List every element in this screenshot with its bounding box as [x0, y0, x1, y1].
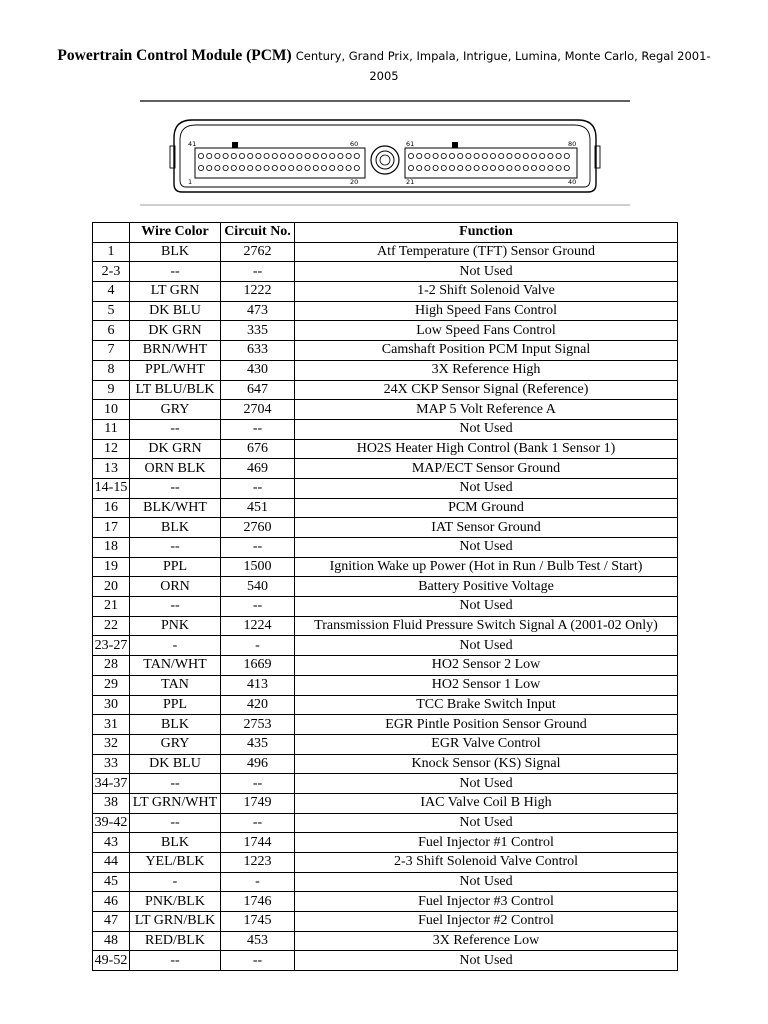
circuit-number-cell: 469 [221, 459, 295, 479]
function-cell: Not Used [295, 872, 678, 892]
circuit-number-cell: - [221, 636, 295, 656]
pin-cavity [321, 153, 326, 158]
pin-cavity [346, 153, 351, 158]
title-subtitle: Century, Grand Prix, Impala, Intrigue, Lumina, Monte Carlo, Regal 2001- [295, 49, 711, 63]
pin-cavity [490, 153, 495, 158]
circuit-number-cell: 1224 [221, 616, 295, 636]
pin-cavity [264, 165, 269, 170]
wire-color-cell: DK GRN [130, 439, 221, 459]
circuit-number-cell: - [221, 872, 295, 892]
pin-number-cell: 38 [93, 793, 130, 813]
circuit-number-cell: 335 [221, 321, 295, 341]
circuit-number-cell: -- [221, 538, 295, 558]
table-row [93, 557, 678, 577]
pin-cavity [474, 153, 479, 158]
pin-cavity [523, 165, 528, 170]
table-row [93, 538, 678, 558]
table-row [93, 341, 678, 361]
table-row [93, 419, 678, 439]
pin-cavity [531, 153, 536, 158]
col-header-function: Function [295, 223, 678, 243]
pin-number-cell: 11 [93, 419, 130, 439]
table-row [93, 853, 678, 873]
function-cell: MAP/ECT Sensor Ground [295, 459, 678, 479]
function-cell: Not Used [295, 478, 678, 498]
pin-number-cell: 39-42 [93, 813, 130, 833]
pin-cavity [425, 165, 430, 170]
pin-cavity [280, 153, 285, 158]
wire-color-cell: PPL [130, 695, 221, 715]
function-cell: IAT Sensor Ground [295, 518, 678, 538]
table-row [93, 360, 678, 380]
function-cell: Fuel Injector #1 Control [295, 833, 678, 853]
pin-number-cell: 44 [93, 853, 130, 873]
pin-cavity [297, 165, 302, 170]
pin-cavity [507, 153, 512, 158]
pin-number-cell: 33 [93, 754, 130, 774]
pin-cavity [441, 165, 446, 170]
pin-cavity [215, 153, 220, 158]
table-row [93, 951, 678, 971]
table-row [93, 793, 678, 813]
wire-color-cell: LT GRN/WHT [130, 793, 221, 813]
table-header-row [93, 223, 678, 243]
function-cell: Not Used [295, 636, 678, 656]
pin-cavity [449, 153, 454, 158]
wire-color-cell: PNK [130, 616, 221, 636]
circuit-number-cell: 540 [221, 577, 295, 597]
circuit-number-cell: 2753 [221, 715, 295, 735]
pin-cavity [264, 153, 269, 158]
circuit-number-cell: 430 [221, 360, 295, 380]
wire-color-cell: -- [130, 951, 221, 971]
pin-cavity [338, 165, 343, 170]
function-cell: PCM Ground [295, 498, 678, 518]
circuit-number-cell: -- [221, 478, 295, 498]
pin-cavity [548, 153, 553, 158]
pin-number-cell: 14-15 [93, 478, 130, 498]
pin-number-cell: 32 [93, 734, 130, 754]
function-cell: HO2 Sensor 2 Low [295, 656, 678, 676]
pin-table [92, 222, 678, 971]
circuit-number-cell: -- [221, 597, 295, 617]
pin-number-cell: 16 [93, 498, 130, 518]
circuit-number-cell: 1500 [221, 557, 295, 577]
pin-cavity [433, 165, 438, 170]
pin-cavity [523, 153, 528, 158]
table-row [93, 931, 678, 951]
circuit-number-cell: 413 [221, 675, 295, 695]
wire-color-cell: PPL [130, 557, 221, 577]
pin-cavity [531, 165, 536, 170]
circuit-number-cell: 451 [221, 498, 295, 518]
pin-cavity [441, 153, 446, 158]
function-cell: Fuel Injector #3 Control [295, 892, 678, 912]
function-cell: Knock Sensor (KS) Signal [295, 754, 678, 774]
pcm-connector-diagram [140, 100, 630, 206]
table-row [93, 459, 678, 479]
key-mark-right [452, 142, 458, 148]
pin-cavity [223, 153, 228, 158]
circuit-number-cell: 2704 [221, 400, 295, 420]
function-cell: IAC Valve Coil B High [295, 793, 678, 813]
circuit-number-cell: 1745 [221, 912, 295, 932]
pin-cavity [272, 165, 277, 170]
wire-color-cell: -- [130, 538, 221, 558]
wire-color-cell: -- [130, 813, 221, 833]
circuit-number-cell: -- [221, 813, 295, 833]
pin-cavity [507, 165, 512, 170]
wire-color-cell: TAN [130, 675, 221, 695]
pin-number-cell: 1 [93, 242, 130, 262]
circuit-number-cell: 647 [221, 380, 295, 400]
circuit-number-cell: 1746 [221, 892, 295, 912]
circuit-number-cell: 1669 [221, 656, 295, 676]
pin-cavity [338, 153, 343, 158]
pin-cavity [305, 165, 310, 170]
pin-cavity [305, 153, 310, 158]
pin-cavity [198, 153, 203, 158]
pin-number-cell: 18 [93, 538, 130, 558]
wire-color-cell: LT GRN/BLK [130, 912, 221, 932]
table-row [93, 242, 678, 262]
function-cell: MAP 5 Volt Reference A [295, 400, 678, 420]
pin-label-1: 1 [188, 178, 193, 186]
function-cell: Battery Positive Voltage [295, 577, 678, 597]
table-row [93, 833, 678, 853]
wire-color-cell: TAN/WHT [130, 656, 221, 676]
wire-color-cell: BRN/WHT [130, 341, 221, 361]
pin-cavity [408, 165, 413, 170]
function-cell: 3X Reference High [295, 360, 678, 380]
circuit-number-cell: 2762 [221, 242, 295, 262]
pin-number-cell: 21 [93, 597, 130, 617]
right-pin-block [408, 153, 569, 170]
pin-number-cell: 4 [93, 282, 130, 302]
pin-cavity [408, 153, 413, 158]
wire-color-cell: PPL/WHT [130, 360, 221, 380]
circuit-number-cell: 633 [221, 341, 295, 361]
pin-cavity [556, 165, 561, 170]
table-row [93, 478, 678, 498]
pin-cavity [482, 165, 487, 170]
pin-cavity [556, 153, 561, 158]
table-row [93, 262, 678, 282]
pin-number-cell: 28 [93, 656, 130, 676]
pin-number-cell: 17 [93, 518, 130, 538]
pin-cavity [321, 165, 326, 170]
circuit-number-cell: 1749 [221, 793, 295, 813]
pin-cavity [297, 153, 302, 158]
pin-cavity [256, 153, 261, 158]
wire-color-cell: BLK [130, 715, 221, 735]
pin-cavity [207, 165, 212, 170]
circuit-number-cell: 435 [221, 734, 295, 754]
col-header-circuit-no: Circuit No. [221, 223, 295, 243]
function-cell: 1-2 Shift Solenoid Valve [295, 282, 678, 302]
pin-number-cell: 43 [93, 833, 130, 853]
pin-cavity [515, 165, 520, 170]
function-cell: Camshaft Position PCM Input Signal [295, 341, 678, 361]
function-cell: TCC Brake Switch Input [295, 695, 678, 715]
table-row [93, 301, 678, 321]
table-row [93, 774, 678, 794]
function-cell: Low Speed Fans Control [295, 321, 678, 341]
pin-number-cell: 49-52 [93, 951, 130, 971]
table-row [93, 675, 678, 695]
wire-color-cell: RED/BLK [130, 931, 221, 951]
pin-number-cell: 47 [93, 912, 130, 932]
table-row [93, 518, 678, 538]
pin-cavity [499, 165, 504, 170]
pin-number-cell: 34-37 [93, 774, 130, 794]
pin-cavity [515, 153, 520, 158]
pin-number-cell: 5 [93, 301, 130, 321]
function-cell: Fuel Injector #2 Control [295, 912, 678, 932]
wire-color-cell: YEL/BLK [130, 853, 221, 873]
wire-color-cell: -- [130, 597, 221, 617]
function-cell: EGR Pintle Position Sensor Ground [295, 715, 678, 735]
wire-color-cell: DK BLU [130, 301, 221, 321]
wire-color-cell: - [130, 872, 221, 892]
wire-color-cell: -- [130, 774, 221, 794]
title-main: Powertrain Control Module (PCM) [57, 47, 292, 64]
pin-cavity [313, 153, 318, 158]
pin-cavity [289, 165, 294, 170]
function-cell: Not Used [295, 597, 678, 617]
pin-cavity [466, 153, 471, 158]
pin-number-cell: 48 [93, 931, 130, 951]
pin-cavity [215, 165, 220, 170]
table-row [93, 715, 678, 735]
function-cell: Atf Temperature (TFT) Sensor Ground [295, 242, 678, 262]
pin-cavity [466, 165, 471, 170]
pin-cavity [548, 165, 553, 170]
wire-color-cell: BLK [130, 518, 221, 538]
pin-number-cell: 13 [93, 459, 130, 479]
wire-color-cell: DK BLU [130, 754, 221, 774]
pin-cavity [207, 153, 212, 158]
col-header-pin [93, 223, 130, 243]
pin-cavity [449, 165, 454, 170]
pin-cavity [564, 153, 569, 158]
circuit-number-cell: -- [221, 419, 295, 439]
function-cell: Transmission Fluid Pressure Switch Signal A (2001-02 Only) [295, 616, 678, 636]
circuit-number-cell: -- [221, 262, 295, 282]
pin-number-cell: 10 [93, 400, 130, 420]
wire-color-cell: BLK/WHT [130, 498, 221, 518]
pin-label-61: 61 [406, 140, 415, 148]
pin-number-cell: 2-3 [93, 262, 130, 282]
pin-cavity [482, 153, 487, 158]
function-cell: Not Used [295, 774, 678, 794]
pin-label-21: 21 [406, 178, 415, 186]
wire-color-cell: -- [130, 478, 221, 498]
table-row [93, 400, 678, 420]
table-row [93, 734, 678, 754]
pin-cavity [346, 165, 351, 170]
function-cell: 24X CKP Sensor Signal (Reference) [295, 380, 678, 400]
circuit-number-cell: 1222 [221, 282, 295, 302]
pin-number-cell: 7 [93, 341, 130, 361]
function-cell: 2-3 Shift Solenoid Valve Control [295, 853, 678, 873]
table-row [93, 498, 678, 518]
table-row [93, 636, 678, 656]
pin-cavity [231, 165, 236, 170]
pin-cavity [330, 153, 335, 158]
pin-number-cell: 46 [93, 892, 130, 912]
table-row [93, 754, 678, 774]
table-row [93, 380, 678, 400]
wire-color-cell: LT GRN [130, 282, 221, 302]
table-row [93, 656, 678, 676]
pin-cavity [223, 165, 228, 170]
pin-number-cell: 29 [93, 675, 130, 695]
circuit-number-cell: -- [221, 951, 295, 971]
circuit-number-cell: 453 [221, 931, 295, 951]
pin-number-cell: 31 [93, 715, 130, 735]
table-row [93, 321, 678, 341]
table-row [93, 616, 678, 636]
pin-cavity [198, 165, 203, 170]
pin-cavity [289, 153, 294, 158]
pin-cavity [490, 165, 495, 170]
pin-cavity [354, 153, 359, 158]
wire-color-cell: GRY [130, 400, 221, 420]
pin-number-cell: 6 [93, 321, 130, 341]
pin-number-cell: 30 [93, 695, 130, 715]
pin-cavity [433, 153, 438, 158]
pin-cavity [231, 153, 236, 158]
pin-number-cell: 8 [93, 360, 130, 380]
table-row [93, 912, 678, 932]
circuit-number-cell: -- [221, 774, 295, 794]
function-cell: Not Used [295, 538, 678, 558]
pin-cavity [474, 165, 479, 170]
pin-label-60: 60 [350, 140, 359, 148]
pin-cavity [330, 165, 335, 170]
pin-cavity [499, 153, 504, 158]
circuit-number-cell: 1744 [221, 833, 295, 853]
table-row [93, 439, 678, 459]
wire-color-cell: BLK [130, 242, 221, 262]
pin-cavity [458, 153, 463, 158]
pin-cavity [458, 165, 463, 170]
circuit-number-cell: 676 [221, 439, 295, 459]
pin-label-20: 20 [350, 178, 359, 186]
wire-color-cell: ORN BLK [130, 459, 221, 479]
pin-cavity [248, 153, 253, 158]
document-title [20, 46, 748, 86]
function-cell: Not Used [295, 419, 678, 439]
left-pin-block [198, 153, 359, 170]
pin-cavity [248, 165, 253, 170]
key-mark-left [232, 142, 238, 148]
circuit-number-cell: 2760 [221, 518, 295, 538]
circuit-number-cell: 496 [221, 754, 295, 774]
pin-number-cell: 23-27 [93, 636, 130, 656]
pin-number-cell: 20 [93, 577, 130, 597]
pin-cavity [417, 165, 422, 170]
wire-color-cell: BLK [130, 833, 221, 853]
table-row [93, 892, 678, 912]
pin-cavity [564, 165, 569, 170]
function-cell: High Speed Fans Control [295, 301, 678, 321]
pin-label-40: 40 [568, 178, 577, 186]
pin-cavity [280, 165, 285, 170]
function-cell: HO2 Sensor 1 Low [295, 675, 678, 695]
circuit-number-cell: 420 [221, 695, 295, 715]
col-header-wire-color: Wire Color [130, 223, 221, 243]
pin-cavity [354, 165, 359, 170]
pin-number-cell: 12 [93, 439, 130, 459]
wire-color-cell: ORN [130, 577, 221, 597]
table-row [93, 813, 678, 833]
pin-number-cell: 22 [93, 616, 130, 636]
pin-cavity [272, 153, 277, 158]
wire-color-cell: -- [130, 262, 221, 282]
function-cell: EGR Valve Control [295, 734, 678, 754]
table-row [93, 597, 678, 617]
function-cell: Not Used [295, 262, 678, 282]
table-row [93, 577, 678, 597]
wire-color-cell: LT BLU/BLK [130, 380, 221, 400]
circuit-number-cell: 473 [221, 301, 295, 321]
table-row [93, 282, 678, 302]
pin-cavity [239, 153, 244, 158]
wire-color-cell: - [130, 636, 221, 656]
pin-cavity [425, 153, 430, 158]
table-row [93, 872, 678, 892]
pin-cavity [256, 165, 261, 170]
function-cell: 3X Reference Low [295, 931, 678, 951]
function-cell: Ignition Wake up Power (Hot in Run / Bulb Test / Start) [295, 557, 678, 577]
pin-label-41: 41 [188, 140, 197, 148]
wire-color-cell: DK GRN [130, 321, 221, 341]
circuit-number-cell: 1223 [221, 853, 295, 873]
wire-color-cell: GRY [130, 734, 221, 754]
pin-cavity [540, 165, 545, 170]
pin-label-80: 80 [568, 140, 577, 148]
wire-color-cell: PNK/BLK [130, 892, 221, 912]
pin-number-cell: 9 [93, 380, 130, 400]
title-subtitle-year: 2005 [369, 69, 399, 83]
table-row [93, 695, 678, 715]
function-cell: Not Used [295, 813, 678, 833]
pin-cavity [239, 165, 244, 170]
pin-cavity [540, 153, 545, 158]
pin-cavity [417, 153, 422, 158]
pin-number-cell: 45 [93, 872, 130, 892]
pin-number-cell: 19 [93, 557, 130, 577]
wire-color-cell: -- [130, 419, 221, 439]
function-cell: Not Used [295, 951, 678, 971]
pin-cavity [313, 165, 318, 170]
function-cell: HO2S Heater High Control (Bank 1 Sensor 1) [295, 439, 678, 459]
